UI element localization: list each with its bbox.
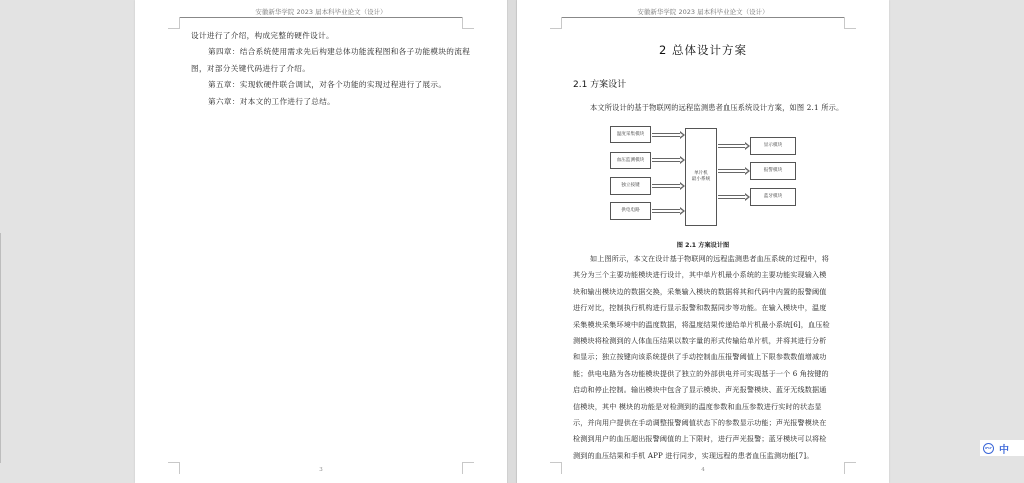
margin-mark-top-right (462, 17, 474, 29)
body-line: 和显示；独立按键向该系统提供了手动控制血压报警阈值上下限参数数值增减功 (573, 352, 827, 362)
diagram-output-box: 报警模块 (750, 162, 796, 180)
page-3-body (191, 28, 471, 110)
header-rule (180, 17, 462, 18)
body-line: 采集模块采集环境中的温度数据，将温度结果传递给单片机最小系统[6]，血压检 (573, 319, 830, 329)
page-gap (507, 0, 517, 483)
diagram-input-box: 血压监测模块 (610, 152, 651, 169)
running-header: 安徽新华学院 2023 届本科毕业论文（设计） (255, 8, 387, 16)
arrow-right-icon (718, 169, 745, 173)
diagram-input-box: 温度采集模块 (610, 126, 651, 143)
body-line: 示，并向用户提供在手动调整报警阈值状态下的参数显示功能；声光报警模块在 (573, 418, 827, 428)
body-line: 块和输出模块边的数据交换，采集输入模块的数据将其和代码中内置的报警阈值 (573, 286, 827, 296)
page-number: 4 (701, 467, 705, 473)
ime-logo-icon[interactable]: iFLY (983, 443, 994, 454)
figure-caption: 图 2.1 方案设计图 (676, 242, 730, 249)
section-title: 2.1 方案设计 (573, 80, 627, 90)
diagram-input-box: 独立按键 (610, 177, 651, 195)
arrow-right-icon (718, 195, 745, 199)
arrow-right-icon (652, 209, 680, 213)
page-number: 3 (319, 467, 323, 473)
body-line: 设计进行了介绍，构成完整的硬件设计。 (191, 31, 334, 40)
arrow-right-icon (718, 144, 745, 148)
block-diagram (517, 0, 889, 240)
margin-mark-top-left (168, 17, 180, 29)
mcu-label-line2: 最小系统 (691, 177, 711, 182)
running-header: 安徽新华学院 2023 届本科毕业论文（设计） (637, 8, 769, 16)
body-line: 能；供电电路为各功能模块提供了独立的外部供电并可实现基于一个 6 角按键的 (573, 368, 829, 378)
body-line: 信模块，其中 模块的功能是对检测到的温度参数和血压参数进行实时的状态显 (573, 401, 822, 411)
arrow-right-icon (652, 184, 680, 188)
mcu-label-line1: 单片机 (694, 171, 708, 176)
body-line: 测到的血压结果和手机 APP 进行同步，实现远程的患者血压监测功能[7]。 (573, 450, 814, 460)
body-line: 图，对部分关键代码进行了介绍。 (191, 63, 311, 73)
body-line: 其分为三个主要功能模块进行设计，其中单片机最小系统的主要功能实现输入模 (573, 270, 827, 280)
body-line: 如上图所示，本文在设计基于物联网的远程监测患者血压系统的过程中，将 (590, 254, 830, 263)
document-page-4 (517, 0, 889, 483)
document-page-3 (135, 0, 507, 483)
ime-indicator[interactable] (980, 440, 1024, 456)
page-4-body (573, 251, 843, 464)
body-line: 检测到用户的血压超出报警阈值的上下限时，进行声光报警；蓝牙模块可以将检 (573, 434, 827, 444)
body-line: 测模块将检测到的人体血压结果以数字量的形式传输给单片机，并将其进行分析 (573, 336, 827, 346)
body-line: 启动和停止控制。输出模块中包含了显示模块、声光报警模块、蓝牙无线数据通 (573, 385, 827, 395)
diagram-output-box: 蓝牙模块 (750, 188, 796, 206)
diagram-input-box: 供电电路 (610, 202, 651, 220)
body-line: 第六章：对本文的工作进行了总结。 (208, 96, 336, 106)
body-line: 第五章：实现软硬件联合调试，对各个功能的实现过程进行了展示。 (208, 80, 447, 90)
intro-paragraph: 本文所设计的基于物联网的远程监测患者血压系统设计方案，如图 2.1 所示。 (590, 103, 844, 112)
diagram-mcu-box (685, 128, 717, 226)
diagram-output-box: 显示模块 (750, 137, 796, 155)
body-line: 进行对比，控制执行机构进行显示报警和数据同步等功能。在输入模块中，温度 (573, 303, 827, 313)
arrow-right-icon (652, 133, 680, 137)
ime-language-toggle[interactable]: 中 (999, 444, 1009, 456)
left-edge-divider (0, 233, 1, 463)
chapter-title: 2 总体设计方案 (659, 43, 747, 57)
arrow-right-icon (652, 158, 680, 162)
body-line: 第四章：结合系统使用需求先后构建总体功能流程图和各子功能模块的流程 (208, 47, 471, 57)
